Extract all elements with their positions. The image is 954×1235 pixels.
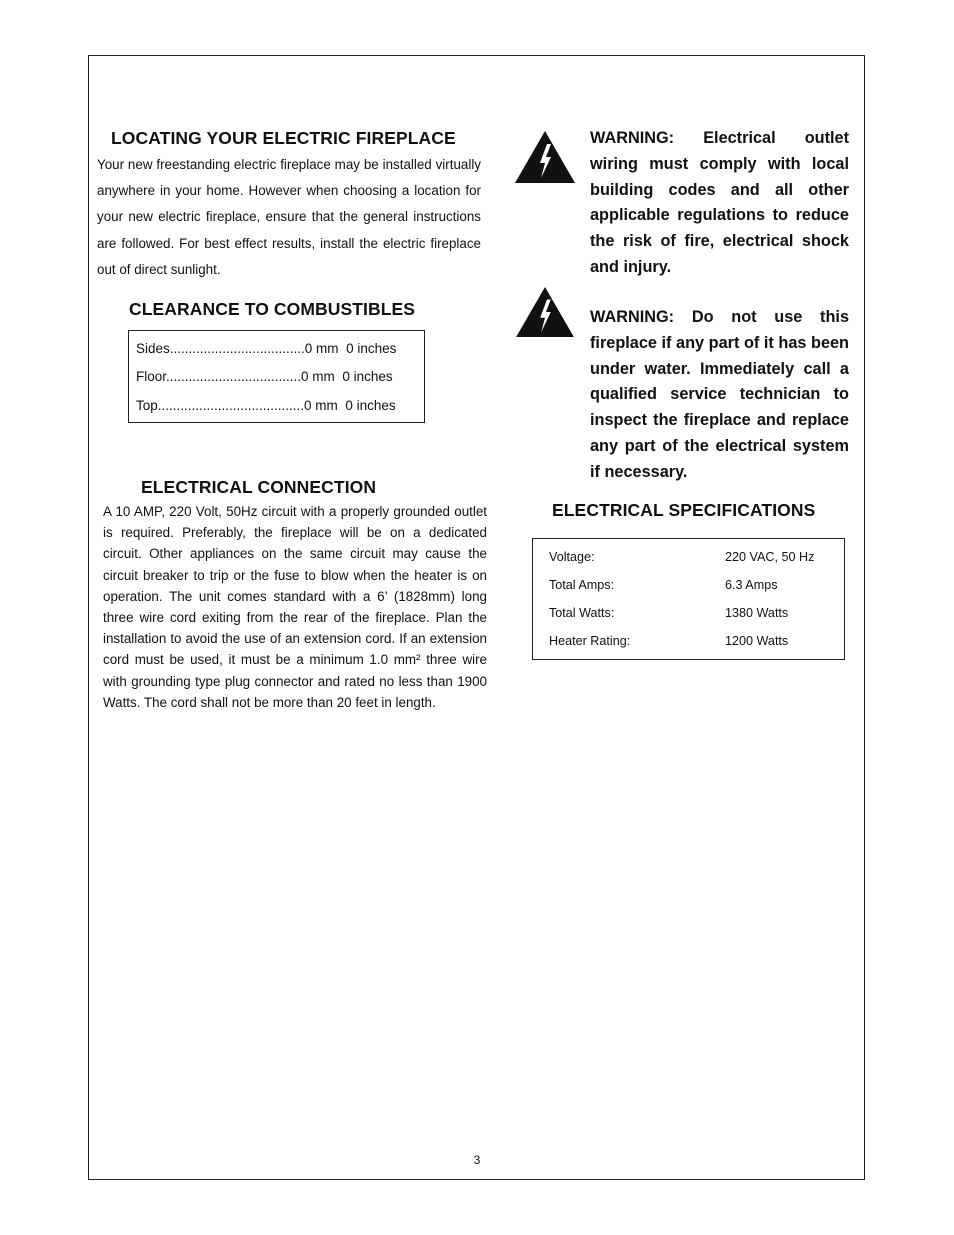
electrical-connection-heading: ELECTRICAL CONNECTION <box>141 477 377 497</box>
clearance-inches: 0 inches <box>345 398 396 413</box>
clearance-inches: 0 inches <box>346 341 397 356</box>
specifications-table <box>532 538 845 660</box>
electrical-hazard-icon <box>514 130 576 189</box>
spec-value: 6.3 Amps <box>725 578 778 592</box>
clearance-row-floor <box>136 369 393 384</box>
spec-value: 1380 Watts <box>725 606 789 620</box>
locating-body: Your new freestanding electric fireplace may be installed virtually anywhere in your home. However when choosing a location for your new electric fireplace, ensure that the general instructions are followed. For best effect results, install the electric fireplace out of direct sunlight. <box>97 157 481 277</box>
clearance-mm: 0 mm <box>304 398 338 413</box>
spec-value: 220 VAC, 50 Hz <box>725 550 815 564</box>
clearance-inches: 0 inches <box>342 369 393 384</box>
clearance-label: Top....................................... <box>136 398 305 413</box>
spec-value: 1200 Watts <box>725 634 789 648</box>
clearance-table <box>128 330 425 423</box>
clearance-heading: CLEARANCE TO COMBUSTIBLES <box>129 299 416 319</box>
clearance-mm: 0 mm <box>304 341 339 356</box>
electrical-hazard-icon <box>514 286 576 343</box>
clearance-row-sides <box>136 341 396 356</box>
spec-label: Total Watts: <box>549 606 615 620</box>
spec-label: Total Amps: <box>549 578 615 592</box>
electrical-connection-body: A 10 AMP, 220 Volt, 50Hz circuit with a properly grounded outlet is required. Preferably, the fireplace will be on a dedicated circuit. Other appliances on the same circuit may cause the circuit breaker to trip or the fuse to blow when the heater is on operation. The unit comes standard with a 6’ (1828mm) long three wire cord exiting from the rear of the fireplace. Plan the installation to avoid the use of an extension cord. If an extension cord must be used, it must be a minimum 1.0 mm² three wire with grounding type plug connector and rated no less than 1900 Watts. The cord shall not be more than 20 feet in length. <box>103 504 487 710</box>
spec-label: Heater Rating: <box>549 634 631 648</box>
spec-label: Voltage: <box>549 550 595 564</box>
specifications-heading: ELECTRICAL SPECIFICATIONS <box>552 500 816 520</box>
warning-water-damage: WARNING: Do not use this fireplace if any part of it has been under water. Immediately call a qualified service technician to inspect the fireplace and replace any part of the electrical system if necessary. <box>590 308 849 481</box>
clearance-mm: 0 mm <box>301 369 335 384</box>
clearance-label: Sides.................................... <box>136 341 305 356</box>
warning-outlet-wiring: WARNING: Electrical outlet wiring must comply with local building codes and all other applicable regulations to reduce the risk of fire, electrical shock and injury. <box>590 129 849 276</box>
page-number: 3 <box>473 1153 481 1167</box>
locating-heading: LOCATING YOUR ELECTRIC FIREPLACE <box>111 128 456 148</box>
clearance-label: Floor.................................... <box>136 369 302 384</box>
clearance-row-top <box>136 398 396 413</box>
